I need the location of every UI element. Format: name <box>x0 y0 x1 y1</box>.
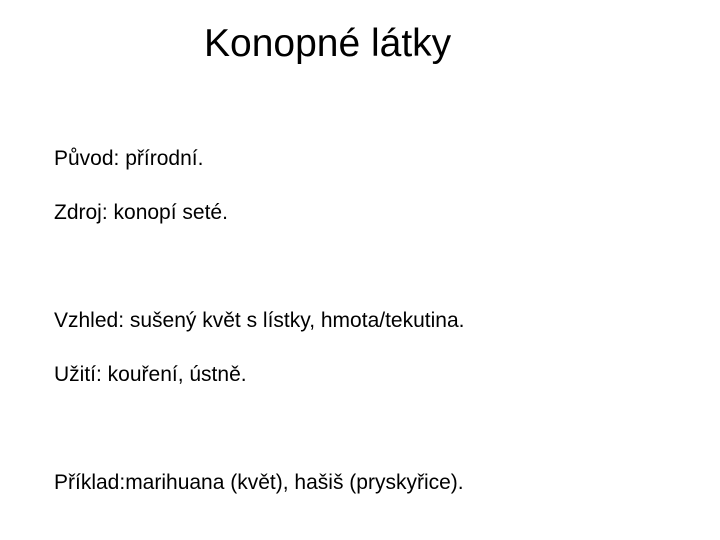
appearance-line: Vzhled: sušený květ s lístky, hmota/tekutina. <box>54 309 465 332</box>
example-line: Příklad:marihuana (květ), hašiš (pryskyřice). <box>54 471 464 494</box>
usage-line: Užití: kouření, ústně. <box>54 363 247 386</box>
slide-title: Konopné látky <box>204 22 452 65</box>
source-line: Zdroj: konopí seté. <box>54 201 228 224</box>
origin-line: Původ: přírodní. <box>54 147 204 170</box>
